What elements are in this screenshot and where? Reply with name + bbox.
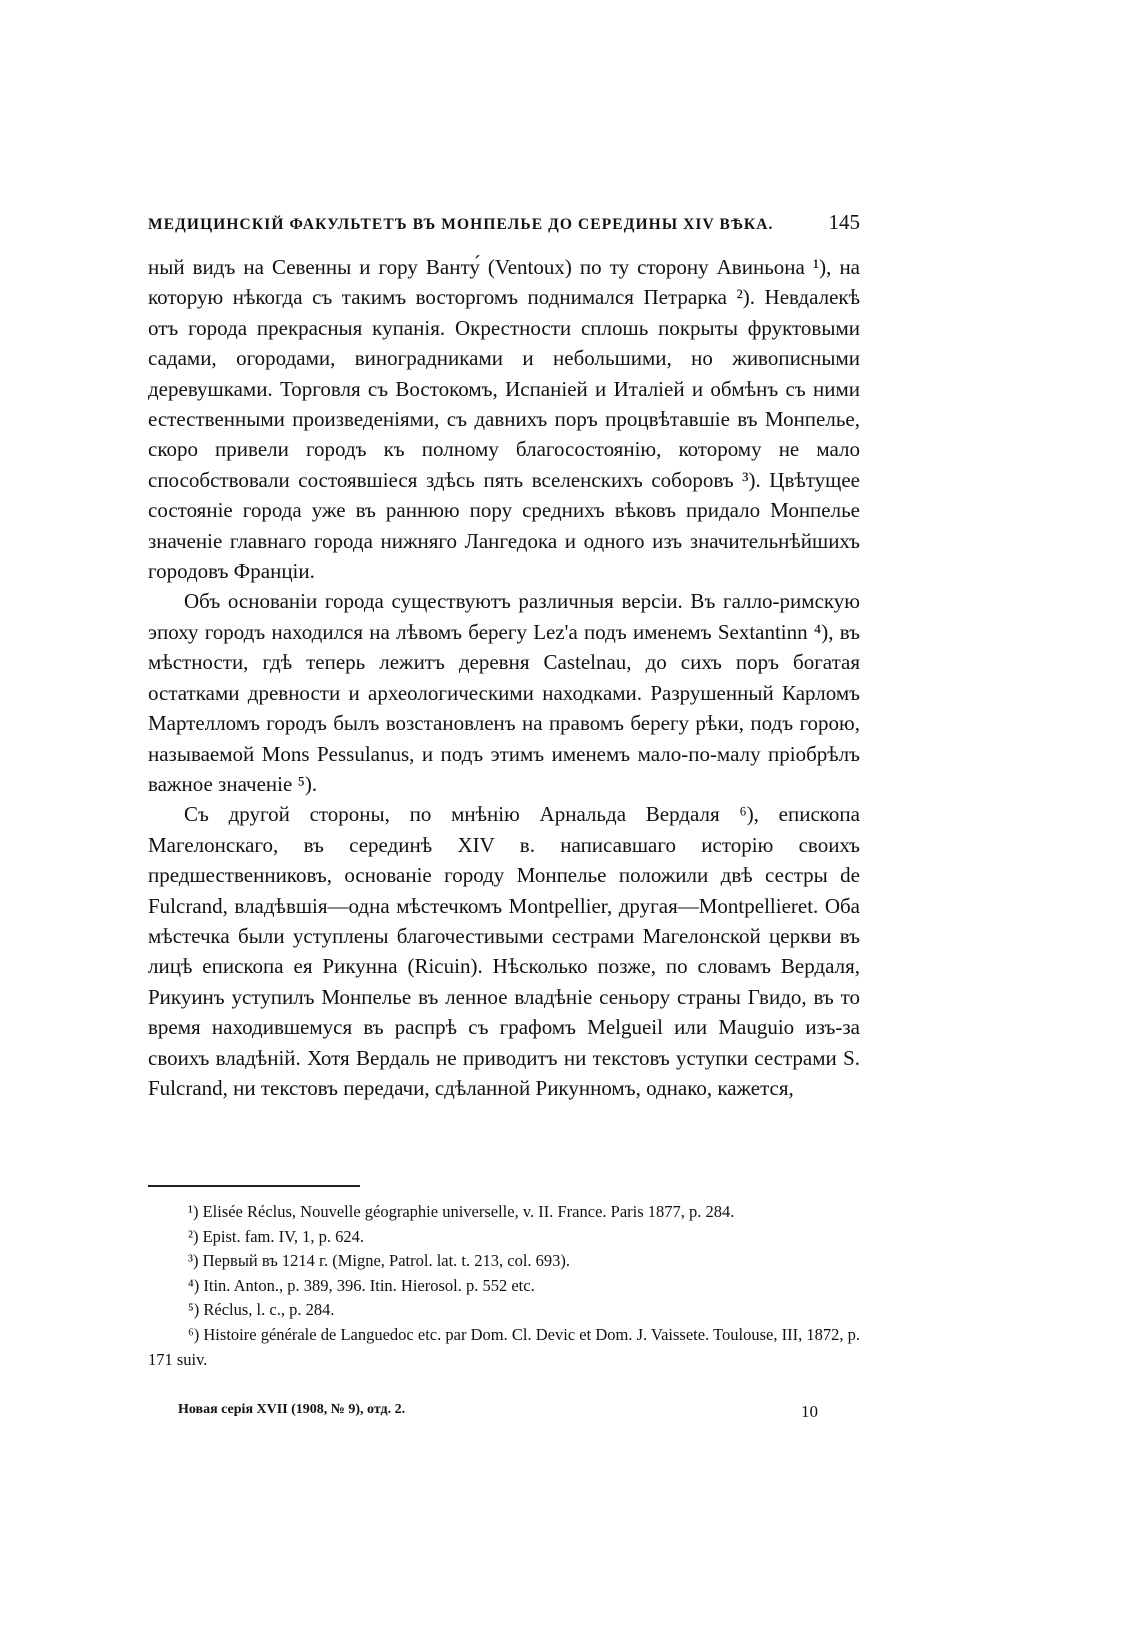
running-title: МЕДИЦИНСКІЙ ФАКУЛЬТЕТЪ ВЪ МОНПЕЛЬЕ ДО СЕРЕДИНЫ XIV ВѢКА. [148, 216, 774, 233]
paragraph-3: Съ другой стороны, по мнѣнію Арнальда Вердаля ⁶), епископа Магелонскаго, въ серединѣ XIV в. написавшаго исторію своихъ предшественниковъ, основаніе городу Монпелье положили двѣ сестры de Fulcrand, владѣвшія—одна мѣстечкомъ Montpellier, другая—Montpellieret. Оба мѣстечка были уступлены благочестивыми сестрами Магелонской церкви въ лицѣ епископа ея Рикунна (Ricuin). Нѣсколько позже, по словамъ Вердаля, Рикуинъ уступилъ Монпелье въ ленное владѣніе сеньору страны Гвидо, въ то время находившемуся въ распрѣ съ графомъ Melgueil или Mauguio изъ-за своихъ владѣній. Хотя Вердаль не приводитъ ни текстовъ уступки сестрами S. Fulcrand, ни текстовъ передачи, сдѣланной Рикунномъ, однако, кажется, [148, 802, 860, 1100]
footnote-rule [148, 1185, 360, 1187]
footnote-5: ⁵) Réclus, l. c., p. 284. [188, 1300, 335, 1320]
running-header [148, 210, 860, 235]
footnote-4: ⁴) Itin. Anton., p. 389, 396. Itin. Hierosol. p. 552 etc. [188, 1275, 535, 1295]
series-line: Новая серія XVII (1908, № 9), отд. 2. [178, 1402, 406, 1417]
page-number: 145 [828, 210, 860, 234]
signature-mark: 10 [801, 1402, 818, 1421]
footnote-1: ¹) Elisée Réclus, Nouvelle géographie universelle, v. II. France. Paris 1877, p. 284. [188, 1202, 735, 1221]
body-text [148, 252, 860, 1103]
page-footer [178, 1402, 818, 1422]
paragraph-1: ный видъ на Севенны и гору Ванту́ (Ventoux) по ту сторону Авиньона ¹), на которую нѣкогда съ такимъ восторгомъ поднимался Петрарка ²). Невдалекѣ отъ города прекрасныя купанія. Окрестности сплошь покрыты фруктовыми садами, огородами, виноградниками и небольшими, но живописными деревушками. Торговля съ Востокомъ, Испаніей и Италіей и обмѣнъ съ ними естественными произведеніями, съ давнихъ поръ процвѣтавшіе въ Монпелье, скоро привели городъ къ полному благосостоянію, которому не мало способствовали состоявшіеся здѣсь пять вселенскихъ соборовъ ³). Цвѣтущее состояніе города уже въ раннюю пору среднихъ вѣковъ придало Монпелье значеніе главнаго города нижняго Лангедока и одного изъ значительнѣйшихъ городовъ Франціи. [148, 255, 860, 584]
footnote-2: ²) Epist. fam. IV, 1, p. 624. [188, 1226, 365, 1246]
footnotes [148, 1200, 860, 1372]
paragraph-2: Объ основаніи города существуютъ различныя версіи. Въ галло-римскую эпоху городъ находился на лѣвомъ берегу Lez'а подъ именемъ Sextantinn ⁴), въ мѣстности, гдѣ теперь лежитъ деревня Castelnau, до сихъ поръ богатая остатками древности и археологическими находками. Разрушенный Карломъ Мартелломъ городъ былъ возстановленъ на правомъ берегу рѣки, подъ горою, называемой Mons Pessulanus, и подъ этимъ именемъ мало-по-малу пріобрѣлъ важное значеніе ⁵). [148, 589, 860, 796]
footnote-3: ³) Первый въ 1214 г. (Migne, Patrol. lat. t. 213, col. 693). [188, 1251, 571, 1271]
footnote-6: ⁶) Histoire générale de Languedoc etc. par Dom. Cl. Devic et Dom. J. Vaissete. Toulouse, III, 1872, p. 171 suiv. [148, 1324, 860, 1369]
